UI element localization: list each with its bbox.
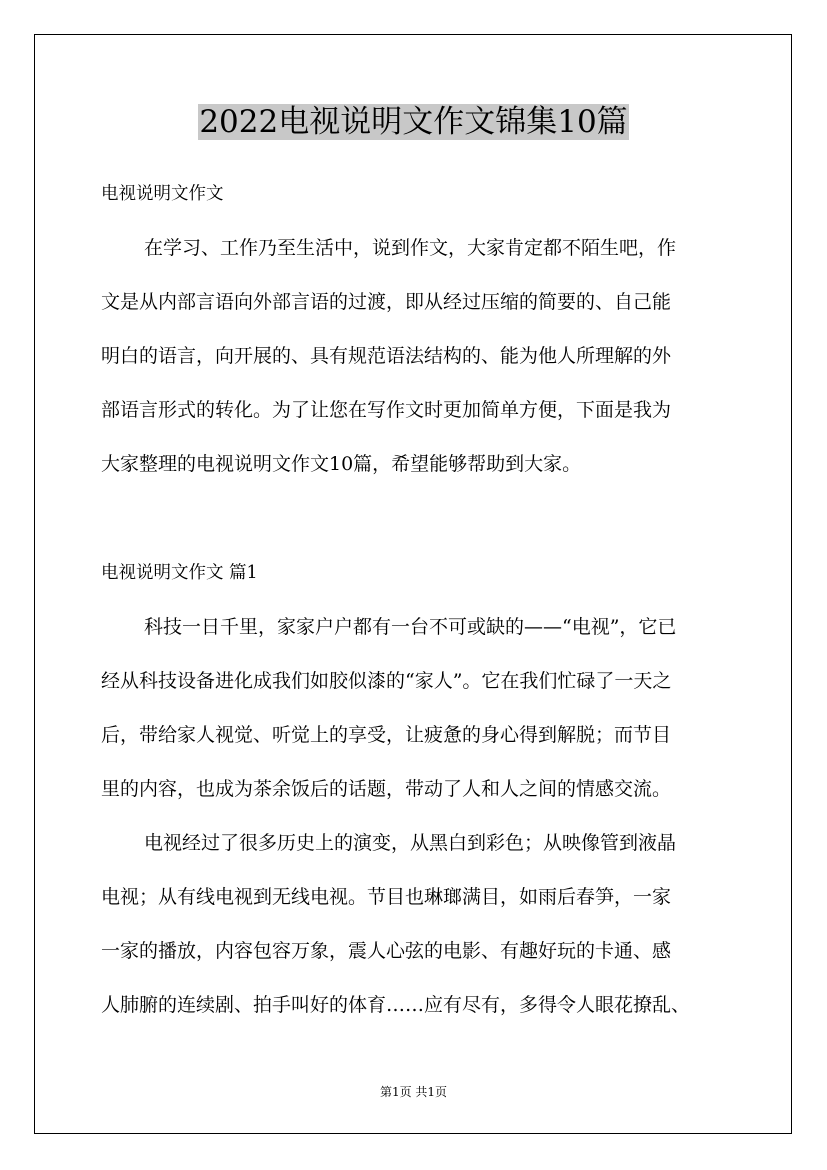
section-heading: 电视说明文作文 篇1 [101,563,258,583]
document-title [0,100,827,144]
title-highlight: 2022电视说明文作文锦集10篇 [199,104,628,140]
intro-line: 部语言形式的转化。为了让您在写作文时更加简单方便，下面是我为 [101,399,672,421]
paragraph-line: 一家的播放，内容包容万象，震人心弦的电影、有趣好玩的卡通、感 [101,940,672,962]
paragraph-line: 科技一日千里，家家户户都有一台不可或缺的——“电视”，它已 [144,616,677,638]
intro-line: 文是从内部言语向外部言语的过渡，即从经过压缩的简要的、自己能 [101,291,672,313]
intro-heading: 电视说明文作文 [101,184,224,204]
paragraph-line: 后，带给家人视觉、听觉上的享受，让疲惫的身心得到解脱；而节目 [101,724,672,746]
intro-line: 明白的语言，向开展的、具有规范语法结构的、能为他人所理解的外 [101,345,672,367]
page-footer: 第1页 共1页 [379,1085,448,1099]
paragraph-line: 电视；从有线电视到无线电视。节目也琳瑯满目，如雨后春笋，一家 [101,886,672,908]
paragraph-line: 经从科技设备进化成我们如胶似漆的“家人”。它在我们忙碌了一天之 [101,670,672,692]
intro-line: 大家整理的电视说明文作文10篇，希望能够帮助到大家。 [101,453,582,475]
intro-line: 在学习、工作乃至生活中，说到作文，大家肯定都不陌生吧，作 [144,237,677,259]
paragraph-line: 里的内容，也成为茶余饭后的话题，带动了人和人之间的情感交流。 [101,778,672,800]
paragraph-line: 人肺腑的连续剧、拍手叫好的体育……应有尽有，多得令人眼花撩乱、 [101,994,691,1016]
paragraph-line: 电视经过了很多历史上的演变，从黑白到彩色；从映像管到液晶 [144,832,677,854]
